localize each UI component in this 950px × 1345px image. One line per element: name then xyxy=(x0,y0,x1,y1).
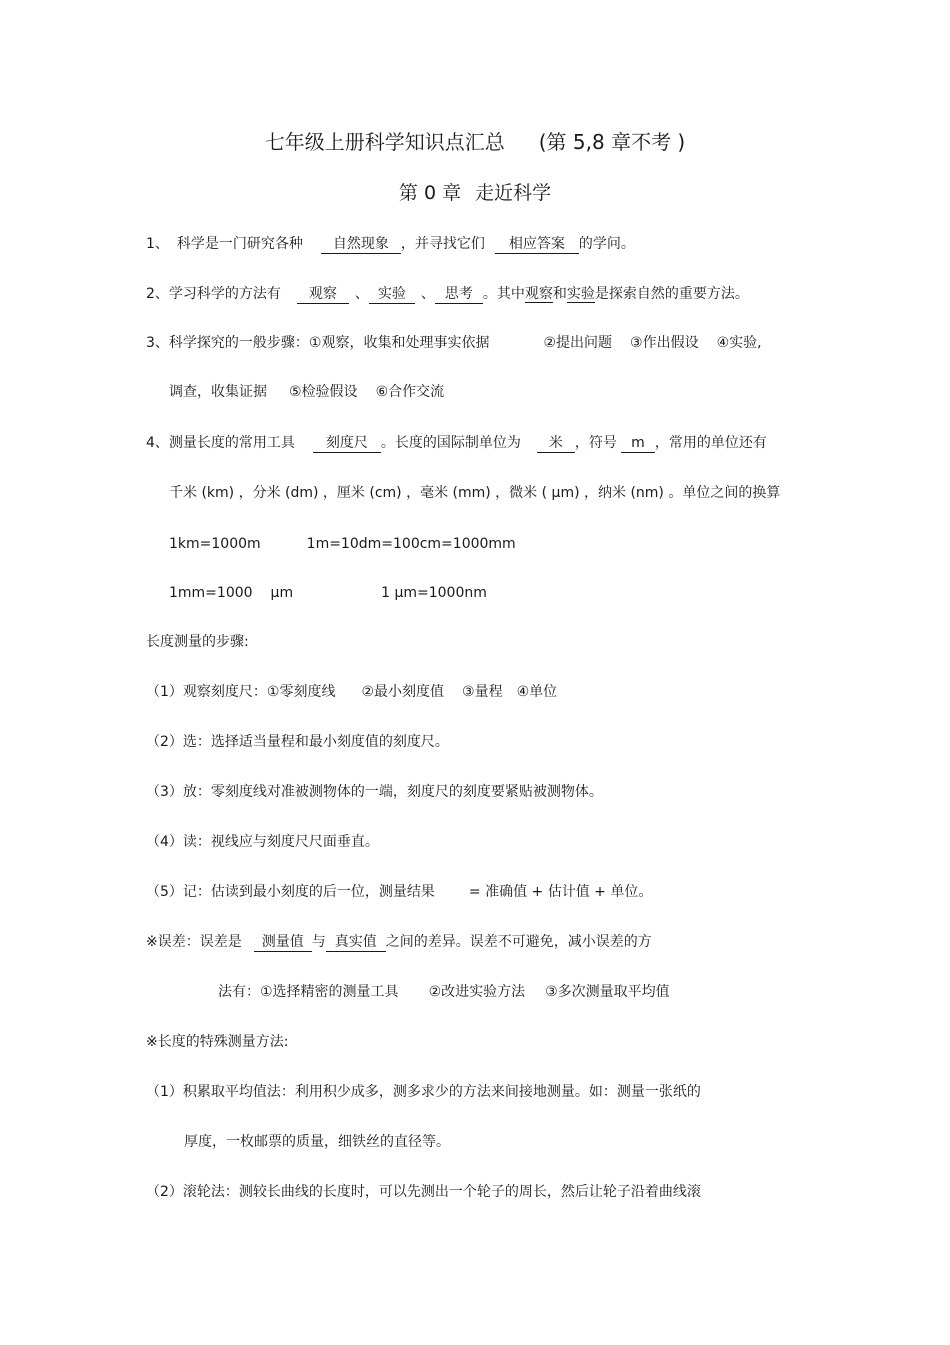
item-text: 是探索自然的重要方法。 xyxy=(594,286,749,302)
item-number: 2、 xyxy=(146,286,169,302)
step-number: （1） xyxy=(146,684,183,700)
step-text: ②最小刻度值 xyxy=(361,684,445,700)
item-text: ，并寻找它们 xyxy=(400,236,485,252)
step-text: ③量程 xyxy=(462,684,503,700)
item-text: ，符号 xyxy=(574,435,617,451)
step-number: （5） xyxy=(146,884,183,900)
step-number: （3） xyxy=(146,784,183,800)
item-text: 厚度，一枚邮票的质量，细铁丝的直径等。 xyxy=(184,1134,450,1150)
step-3 xyxy=(146,782,603,802)
item-text: 学习科学的方法有 xyxy=(168,286,281,302)
item-text: 法有：①选择精密的测量工具 xyxy=(218,984,399,1000)
item-3 xyxy=(146,333,762,353)
step-number: （4） xyxy=(146,834,183,850)
conversion: 1m=10dm=100cm=1000mm xyxy=(306,536,516,552)
answer-blank: 思考 xyxy=(435,285,483,304)
chapter-label: 第 0 章 xyxy=(398,182,462,204)
item-text: 之间的差异。误差不可避免，减小误差的方 xyxy=(385,934,652,950)
chapter-name: 走近科学 xyxy=(475,182,552,204)
step-2 xyxy=(146,732,449,752)
step-text: 观察刻度尺：①零刻度线 xyxy=(182,684,336,700)
item-text: ②改进实验方法 xyxy=(428,984,526,1000)
item-text: ，常用的单位还有 xyxy=(654,435,767,451)
step-text: ②提出问题 xyxy=(543,335,613,351)
answer-blank: 测量值 xyxy=(254,933,312,952)
step-number: （2） xyxy=(146,1184,183,1200)
chapter-heading xyxy=(0,180,950,206)
key-term: 观察 xyxy=(524,286,553,302)
units-text: 千米 (km) ，分米 (dm) ，厘米 (cm) ，毫米 (mm) ，微米 ( µm) ，纳米 (nm) 。单位之间的换算 xyxy=(169,485,781,501)
item-1 xyxy=(146,234,635,254)
conversion: 1 µm=1000nm xyxy=(381,585,487,601)
item-text: 。长度的国际制单位为 xyxy=(380,435,521,451)
step-text: ③作出假设 xyxy=(630,335,699,351)
item-text: 科学探究的一般步骤：①观察，收集和处理事实依据 xyxy=(168,335,490,351)
answer-blank: 刻度尺 xyxy=(313,434,381,453)
title-main: 七年级上册科学知识点汇总 xyxy=(264,130,505,154)
step-text: 记：估读到最小刻度的后一位，测量结果 xyxy=(182,884,435,900)
step-4 xyxy=(146,832,379,852)
section-heading: 长度测量的步骤: xyxy=(146,634,249,650)
conversion-unit: µm xyxy=(270,585,294,601)
special-1-continued xyxy=(184,1132,450,1152)
special-1 xyxy=(146,1082,701,1102)
key-term: 实验 xyxy=(566,286,595,302)
special-2 xyxy=(146,1182,701,1202)
answer-blank: 自然现象 xyxy=(321,235,401,254)
item-3-continued xyxy=(169,382,444,402)
item-4-units xyxy=(169,483,780,503)
steps-heading xyxy=(146,632,249,652)
step-text: ④单位 xyxy=(516,684,558,700)
item-text: 测量长度的常用工具 xyxy=(168,435,295,451)
item-number: 1、 xyxy=(146,236,169,252)
item-text: ③多次测量取平均值 xyxy=(545,984,670,1000)
step-number: （2） xyxy=(146,734,183,750)
step-text: ⑤检验假设 xyxy=(289,384,358,400)
step-text: 读：视线应与刻度尺尺面垂直。 xyxy=(182,834,379,850)
item-4 xyxy=(146,433,767,453)
item-text: 的学问。 xyxy=(578,236,635,252)
conversion: 1mm=1000 xyxy=(169,585,253,601)
step-5 xyxy=(146,882,652,902)
item-text: 滚轮法：测较长曲线的长度时，可以先测出一个轮子的周长，然后让轮子沿着曲线滚 xyxy=(182,1184,701,1200)
item-text: 。其中 xyxy=(482,286,525,302)
special-heading xyxy=(146,1032,288,1052)
conversion-row-2 xyxy=(169,583,487,603)
error-line xyxy=(146,932,652,952)
title-note: (第 5,8 章不考 ) xyxy=(538,130,686,154)
separator: 、 xyxy=(354,286,369,302)
conversion-row-1 xyxy=(169,534,516,554)
step-number: （1） xyxy=(146,1084,183,1100)
item-2 xyxy=(146,284,749,304)
section-heading: ※长度的特殊测量方法: xyxy=(146,1034,289,1050)
answer-blank: 相应答案 xyxy=(495,235,579,254)
step-text: ④实验, xyxy=(716,335,762,351)
step-text: 放：零刻度线对准被测物体的一端，刻度尺的刻度要紧贴被测物体。 xyxy=(182,784,603,800)
answer-blank: 真实值 xyxy=(326,933,386,952)
separator: 、 xyxy=(420,286,435,302)
answer-blank: 实验 xyxy=(369,285,415,304)
item-number: 3、 xyxy=(146,335,169,351)
step-text: = 准确值 + 估计值 + 单位。 xyxy=(468,884,653,900)
page-title xyxy=(0,128,950,156)
answer-blank: m xyxy=(621,434,655,453)
item-text: 与 xyxy=(311,934,326,950)
step-text: 选：选择适当量程和最小刻度值的刻度尺。 xyxy=(182,734,449,750)
item-number: 4、 xyxy=(146,435,169,451)
item-text: ※误差：误差是 xyxy=(146,934,242,950)
item-text: 积累取平均值法：利用积少成多，测多求少的方法来间接地测量。如：测量一张纸的 xyxy=(182,1084,701,1100)
item-text: 和 xyxy=(552,286,567,302)
answer-blank: 米 xyxy=(537,434,575,453)
step-1 xyxy=(146,682,557,702)
item-text: 科学是一门研究各种 xyxy=(176,236,303,252)
answer-blank: 观察 xyxy=(297,285,349,304)
step-text: ⑥合作交流 xyxy=(375,384,445,400)
conversion: 1km=1000m xyxy=(169,536,261,552)
item-text: 调查，收集证据 xyxy=(169,384,267,400)
error-methods xyxy=(218,982,670,1002)
